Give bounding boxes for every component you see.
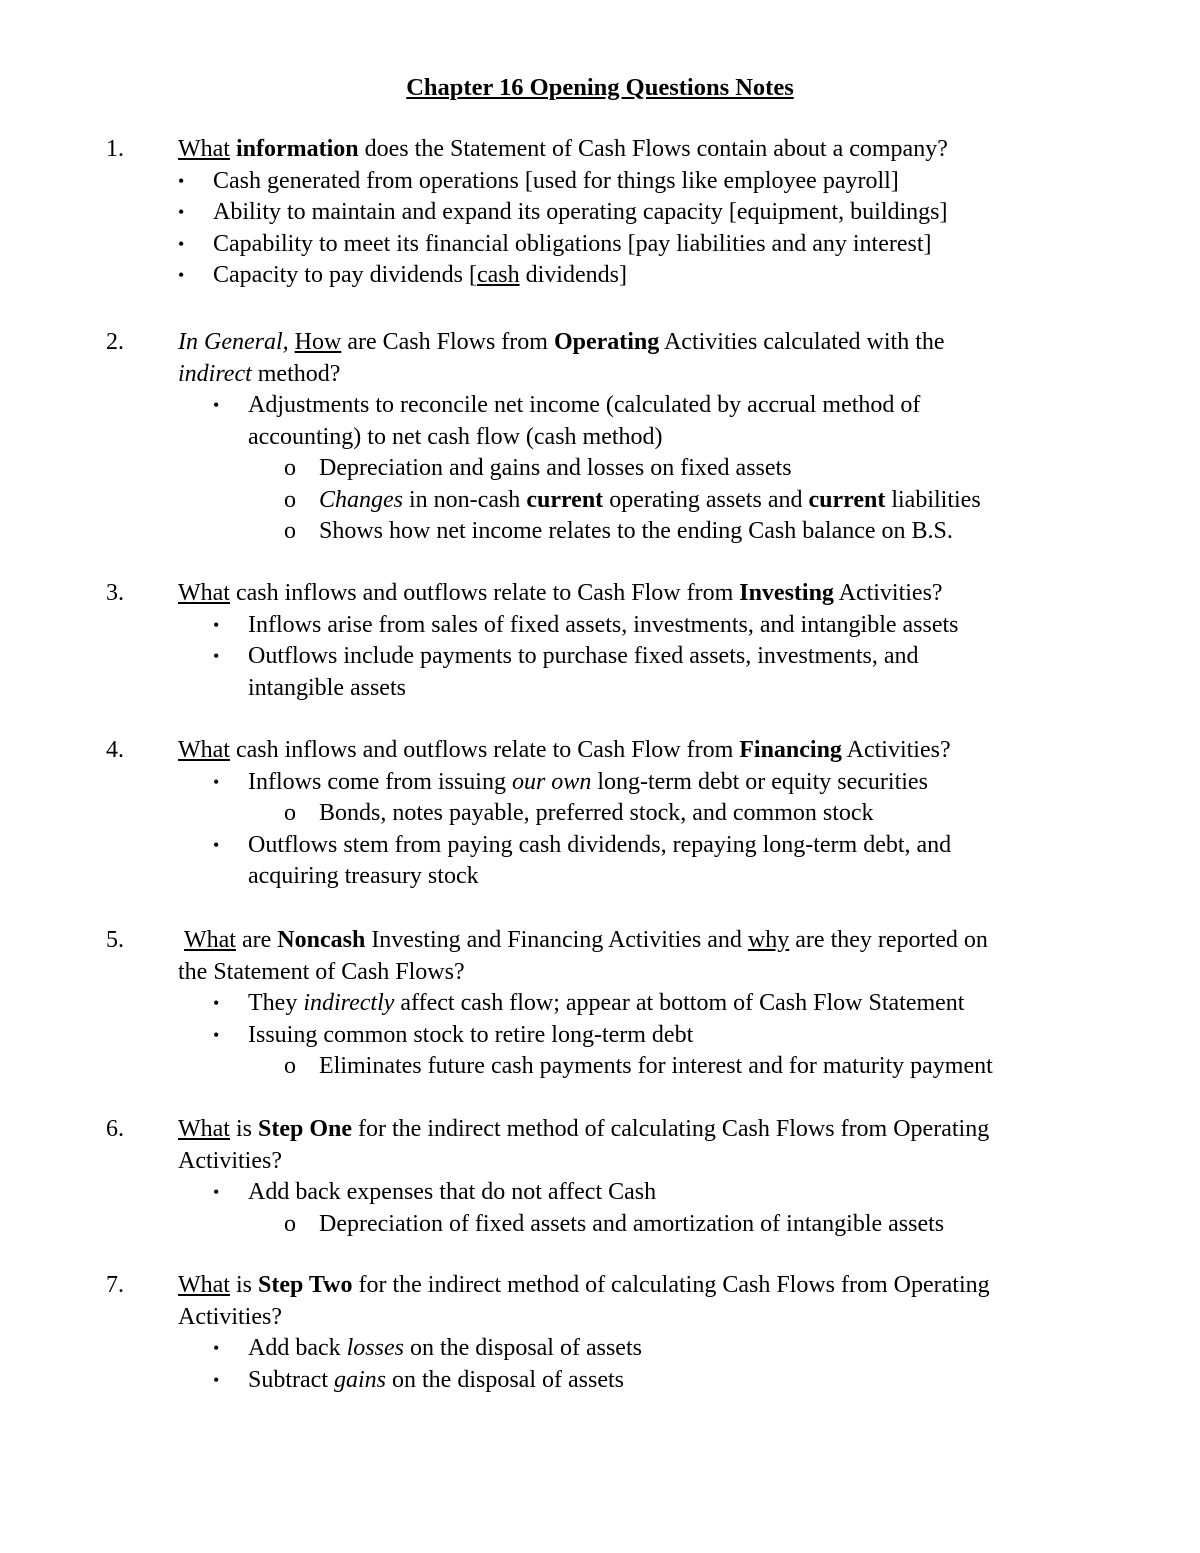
sub-list-item-text: Bonds, notes payable, preferred stock, and common stock bbox=[319, 800, 874, 826]
sub-list-item bbox=[0, 453, 1200, 485]
list-item-text: Issuing common stock to retire long-term debt bbox=[248, 1021, 694, 1048]
list-item-continuation bbox=[0, 422, 1200, 454]
sub-list-item-text: Shows how net income relates to the ending Cash balance on B.S. bbox=[319, 518, 953, 544]
list-item-text: Adjustments to reconcile net income (calculated by accrual method of bbox=[248, 392, 921, 418]
bullet-icon: • bbox=[213, 395, 220, 415]
list-item-text: Add back expenses that do not affect Cash bbox=[248, 1179, 657, 1205]
question-line bbox=[0, 134, 1200, 166]
list-item-text: Add back losses on the disposal of assets bbox=[248, 1335, 642, 1361]
question-line bbox=[0, 359, 1200, 391]
list-item-text: intangible assets bbox=[248, 674, 406, 701]
bullet-icon: • bbox=[213, 771, 220, 792]
list-item-continuation bbox=[0, 861, 1200, 893]
page-title: Chapter 16 Opening Questions Notes bbox=[406, 74, 794, 101]
bullet-icon: • bbox=[213, 1182, 220, 1202]
question-line bbox=[0, 1270, 1200, 1302]
question-number: 2. bbox=[106, 329, 124, 355]
question-number: 5. bbox=[106, 927, 124, 953]
bullet-icon: • bbox=[213, 1338, 220, 1358]
question-line bbox=[0, 925, 1200, 957]
bullet-icon: • bbox=[213, 646, 220, 666]
question-line bbox=[0, 1302, 1200, 1334]
bullet-icon: • bbox=[213, 1369, 220, 1390]
bullet-icon: • bbox=[213, 614, 220, 635]
question-number: 4. bbox=[106, 737, 124, 763]
sub-list-item bbox=[0, 798, 1200, 830]
bullet-icon: • bbox=[213, 993, 220, 1013]
list-item bbox=[0, 260, 1200, 292]
sub-list-item-text: Eliminates future cash payments for interest and for maturity payment bbox=[319, 1053, 993, 1079]
list-item-text: Outflows include payments to purchase fixed assets, investments, and bbox=[248, 643, 919, 669]
question-text: What information does the Statement of Cash Flows contain about a company? bbox=[178, 136, 948, 162]
bullet-icon: • bbox=[178, 170, 185, 191]
list-item-text: Ability to maintain and expand its operating capacity [equipment, buildings] bbox=[213, 199, 948, 225]
list-item-text: They indirectly affect cash flow; appear at bottom of Cash Flow Statement bbox=[248, 990, 965, 1016]
list-item bbox=[0, 197, 1200, 229]
list-item bbox=[0, 641, 1200, 673]
bullet-icon: • bbox=[178, 202, 185, 222]
question-3 bbox=[0, 578, 1200, 704]
question-text: In General, How are Cash Flows from Operating Activities calculated with the bbox=[178, 329, 945, 355]
question-line bbox=[0, 735, 1200, 767]
question-text: What is Step Two for the indirect method of calculating Cash Flows from Operating bbox=[178, 1272, 990, 1298]
question-text: the Statement of Cash Flows? bbox=[178, 958, 465, 985]
question-1 bbox=[0, 134, 1200, 292]
question-number: 3. bbox=[106, 580, 124, 606]
list-item-text: Inflows come from issuing our own long-term debt or equity securities bbox=[248, 768, 928, 795]
list-item-continuation bbox=[0, 673, 1200, 705]
sub-list-item-text: Changes in non-cash current operating assets and current liabilities bbox=[319, 486, 981, 513]
circle-bullet-icon: o bbox=[284, 800, 296, 826]
question-text: What cash inflows and outflows relate to Cash Flow from Investing Activities? bbox=[178, 580, 943, 606]
question-text: indirect method? bbox=[178, 360, 341, 387]
sub-list-item bbox=[0, 1051, 1200, 1083]
list-item bbox=[0, 1177, 1200, 1209]
question-text: Activities? bbox=[178, 1303, 282, 1330]
question-5 bbox=[0, 925, 1200, 1083]
list-item-text: Inflows arise from sales of fixed assets, investments, and intangible assets bbox=[248, 611, 959, 638]
question-line bbox=[0, 578, 1200, 610]
list-item-text: Cash generated from operations [used for things like employee payroll] bbox=[213, 167, 899, 194]
question-text: What cash inflows and outflows relate to Cash Flow from Financing Activities? bbox=[178, 737, 951, 763]
list-item-text: Outflows stem from paying cash dividends, repaying long-term debt, and bbox=[248, 831, 952, 858]
question-4 bbox=[0, 735, 1200, 893]
question-7 bbox=[0, 1270, 1200, 1396]
list-item-text: Capability to meet its financial obligations [pay liabilities and any interest] bbox=[213, 230, 932, 257]
question-number: 7. bbox=[106, 1272, 124, 1298]
bullet-icon: • bbox=[178, 233, 185, 254]
sub-list-item-text: Depreciation and gains and losses on fixed assets bbox=[319, 455, 792, 481]
question-line bbox=[0, 1146, 1200, 1178]
list-item-text: acquiring treasury stock bbox=[248, 863, 479, 889]
question-line bbox=[0, 1114, 1200, 1146]
list-item bbox=[0, 830, 1200, 862]
list-item bbox=[0, 166, 1200, 198]
bullet-icon: • bbox=[213, 1024, 220, 1045]
sub-list-item-text: Depreciation of fixed assets and amortization of intangible assets bbox=[319, 1210, 945, 1237]
sub-list-item bbox=[0, 1209, 1200, 1241]
list-item-text: Capacity to pay dividends [cash dividends] bbox=[213, 262, 627, 288]
list-item bbox=[0, 988, 1200, 1020]
question-text: Activities? bbox=[178, 1147, 282, 1174]
question-line bbox=[0, 957, 1200, 989]
list-item bbox=[0, 229, 1200, 261]
question-text: What is Step One for the indirect method of calculating Cash Flows from Operating bbox=[178, 1116, 990, 1142]
question-number: 1. bbox=[106, 136, 124, 162]
question-2 bbox=[0, 327, 1200, 548]
bullet-icon: • bbox=[213, 834, 220, 855]
circle-bullet-icon: o bbox=[284, 518, 296, 544]
question-number: 6. bbox=[106, 1116, 124, 1142]
question-line bbox=[0, 327, 1200, 359]
list-item bbox=[0, 390, 1200, 422]
question-text: What are Noncash Investing and Financing Activities and why are they reported on bbox=[184, 927, 988, 953]
list-item-text: accounting) to net cash flow (cash method) bbox=[248, 423, 663, 450]
bullet-icon: • bbox=[178, 265, 185, 285]
list-item bbox=[0, 610, 1200, 642]
list-item bbox=[0, 767, 1200, 799]
sub-list-item bbox=[0, 485, 1200, 517]
list-item-text: Subtract gains on the disposal of assets bbox=[248, 1366, 624, 1393]
circle-bullet-icon: o bbox=[284, 1210, 296, 1237]
circle-bullet-icon: o bbox=[284, 1053, 296, 1079]
question-6 bbox=[0, 1114, 1200, 1240]
sub-list-item bbox=[0, 516, 1200, 548]
list-item bbox=[0, 1020, 1200, 1052]
circle-bullet-icon: o bbox=[284, 486, 296, 513]
list-item bbox=[0, 1333, 1200, 1365]
circle-bullet-icon: o bbox=[284, 455, 296, 481]
list-item bbox=[0, 1365, 1200, 1397]
